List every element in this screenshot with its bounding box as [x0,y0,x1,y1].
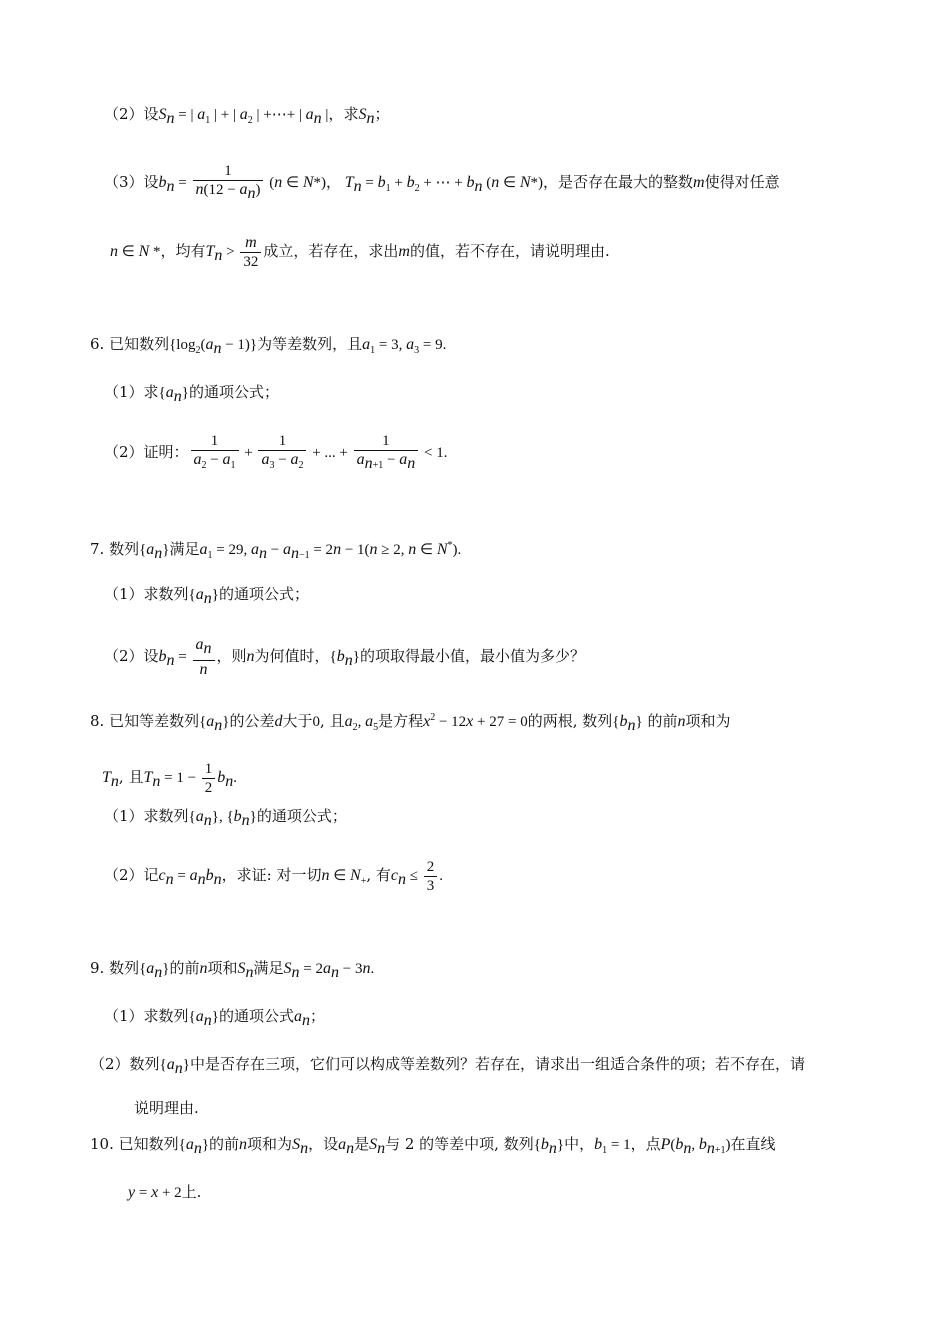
text: 的项取得最小值，最小值为多少？ [359,646,585,665]
text: （2）数列 [90,1055,160,1073]
q5-part3: （3）设$b_n$ = $\frac{1}{n(12 - a_n)}$ (n ∈ N*)， $T_n = b_1 + b_2$ + ⋯ + $b_n$ (n ∈ N*)，是否存在最大的整数m使得对任意 [104,163,780,202]
text: 满足 [253,959,284,977]
formula: $S_n = 2a_n - 3n$. [283,960,375,981]
text: 中， [564,1135,595,1153]
text: ，点 [630,1135,661,1153]
text: （1）求数列 [104,807,189,825]
text: ，则 [216,646,247,665]
formula: $b_n$ = $\frac{1}{n(12 - a_n)}$ (n ∈ N*)， $T_n = b_1 + b_2$ + ⋯ + $b_n$ (n ∈ N*) [158,163,543,202]
text: 的前 [169,959,200,977]
q9-part2: （2）数列$\{a_n\}$中是否存在三项，它们可以构成等差数列？若存在，请求出一组适合条件的项；若不存在，请 [90,1055,805,1077]
text: 为等差数列，且 [257,335,363,353]
text: 与 2 的等差中项, 数列 [385,1135,534,1153]
formula: $a_1 = 29$, $a_n - a_{n-1} = 2n - 1(n \ge 2$, n ∈ N*). [199,540,462,562]
text: 满足 [169,540,200,558]
text: 中是否存在三项，它们可以构成等差数列？若存在，请求出一组适合条件的项；若不存在，请 [189,1055,805,1073]
text: 的通项公式； [218,585,309,603]
text: 上. [181,1183,202,1201]
text: 的公差 [229,712,275,730]
text: 为何值时， [254,646,330,665]
text: , 有 [366,865,391,884]
text: （1）求数列 [104,1007,189,1025]
q7-title: 7. 数列$\{a_n\}$满足$a_1 = 29$, $a_n - a_{n-1} = 2n - 1(n \ge 2$, n ∈ N*). [90,540,462,562]
text: 的前 [647,712,678,730]
text: ，求证: 对一切 [221,865,322,884]
q6-title: 6. 已知数列$\{\log_2(a_n - 1)\}$为等差数列，且$a_1 = 3$, $a_3 = 9$. [90,335,447,357]
q10-title: 10. 已知数列$\{a_n\}$的前n项和为$S_n$，设$a_n$是$S_n$与 2 的等差中项, 数列$\{b_n\}$中，$b_1 = 1$，点$P(b_n$, $b_{n+1}$)在直线 [90,1135,776,1157]
q7-part1: （1）求数列$\{a_n\}$的通项公式； [104,585,309,607]
text: 使得对任意 [704,172,780,191]
text: 项和 [207,959,238,977]
q8-title-cont: $T_n$, 且$T_n = 1$ − $\frac{1}{2}$ $b_n$. [102,761,238,796]
q6-part1: （1）求$\{a_n\}$的通项公式； [104,383,279,405]
text: 的通项公式； [188,383,279,401]
text: , 且 [320,712,345,730]
formula: $T_n = 1$ − $\frac{1}{2}$ $b_n$. [143,761,238,796]
text: 说明理由. [134,1099,199,1117]
text: （2）记 [104,865,159,884]
q6-part2 [104,432,447,475]
q5-part3-cont: n ∈ N *，均有$T_n$ > $\frac{m}{32}$ 成立，若存在，求出m的值，若不存在，请说明理由. [110,234,610,270]
q9-title: 9. 数列$\{a_n\}$的前n项和$S_n$满足$S_n = 2a_n - 3n$. [90,959,375,981]
text: 是方程 [378,712,424,730]
q5-part2: （2）设$S_n$ = | $a_1$ | + | $a_2$ | +⋯+ | $a_n$ |，求$S_n$； [104,105,390,127]
text: 的两根, 数列 [527,712,613,730]
q9-part2-cont [134,1098,199,1118]
q7-part2: （2）设$b_n$ = $\frac{a_n}{n}$ ，则n为何值时，$\{b_n\}$的项取得最小值，最小值为多少？ [104,636,585,678]
text: ，设 [308,1135,339,1153]
formula: $\frac{1}{a_2 - a_1}$ + $\frac{1}{a_3 - a_2}$ + ... + $\frac{1}{a_{n+1} - a_n}$ < 1. [189,445,448,461]
formula: n ∈ N * [110,242,161,260]
q8-part2: （2）记$c_n = a_nb_n$，求证: 对一切n ∈ $N_+$, 有$c_n$ ≤ $\frac{2}{3}$ . [104,859,443,894]
text: 的值，若不存在，请说明理由. [409,241,610,260]
text: ，是否存在最大的整数 [543,172,694,191]
text: （3）设 [104,172,159,191]
formula: y = x + 2 [128,1184,182,1201]
text: 10. 已知数列 [90,1135,179,1153]
text: （2）设 [104,105,159,123]
formula: $\{\log_2(a_n - 1)\}$ [169,336,258,357]
text: （2）证明： [104,442,189,461]
text: 项和为 [685,712,731,730]
q8-title: 8. 已知等差数列$\{a_n\}$的公差d大于0, 且$a_2$, $a_5$是方程$x^2 - 12x + 27 = 0$的两根, 数列$\{b_n\}$ 的前n项和为 [90,712,731,734]
text: 的前 [209,1135,240,1153]
text: 的通项公式 [218,1007,294,1025]
text: ，求 [328,105,359,123]
text: , 且 [118,767,144,786]
text: 8. 已知等差数列 [90,712,200,730]
text: 成立，若存在，求出 [263,241,399,260]
text: ，均有 [160,241,206,260]
text: （1）求数列 [104,585,189,603]
formula: $S_n$ = | $a_1$ | + | $a_2$ | +⋯+ | $a_n$ | [158,106,329,127]
text: 7. 数列 [90,540,140,558]
text: 在直线 [730,1135,776,1153]
text: 9. 数列 [90,959,140,977]
text: 项和为 [247,1135,293,1153]
text: （2）设 [104,646,159,665]
text: 6. 已知数列 [90,335,170,353]
q9-part1: （1）求数列$\{a_n\}$的通项公式$a_n$； [104,1007,325,1029]
q8-part1: （1）求数列$\{a_n\}$, $\{b_n\}$的通项公式； [104,807,347,829]
text: 大于 [282,712,313,730]
text: ； [374,105,390,123]
text: 的通项公式； [256,807,347,825]
text: （1）求 [104,383,159,401]
text: 是 [354,1135,370,1153]
q10-title-cont [128,1182,201,1203]
